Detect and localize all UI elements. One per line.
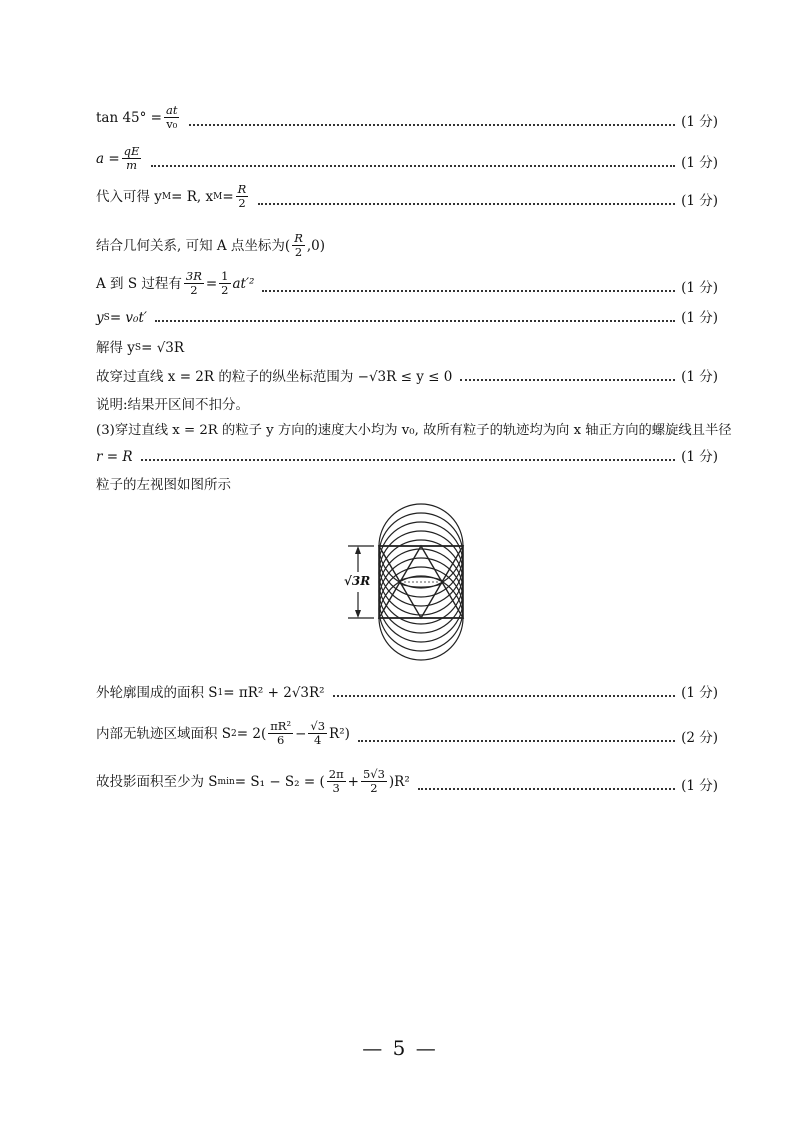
score-label: (1 分) [681,449,718,465]
leader-dots [262,290,675,292]
score-label: (1 分) [681,193,718,209]
score-label: (2 分) [681,730,718,746]
page-number: — 5 — [362,1036,438,1060]
note-text: 说明:结果开区间不扣分。 [96,397,250,413]
leader-dots [189,124,675,126]
equation-tan45: tan 45° = $\frac{at}{\text{v₀}}$ (1 分) [96,103,718,131]
result-ys: 解得 y S = √3R [96,340,185,356]
leader-dots [418,788,675,790]
figure-caption: 粒子的左视图如图所示 [96,477,231,493]
leader-dots [155,320,675,322]
leader-dots [141,459,676,461]
leader-dots [258,203,675,205]
leader-dots [358,740,675,742]
equation-a-to-s: A 到 S 过程有 $\frac{3R}{2}$ = $\frac{1}{2}$ at′² (1 分) [96,269,718,297]
spiral-left-view-figure [340,492,500,672]
leader-dots [460,379,675,381]
score-label: (1 分) [681,114,718,130]
part3-text: (3)穿过直线 x = 2R 的粒子 y 方向的速度大小均为 v₀, 故所有粒子的轨迹均为向 x 轴正方向的螺旋线且半径 [96,423,732,438]
score-label: (1 分) [681,155,718,171]
score-label: (1 分) [681,778,718,794]
inner-area-equation: 内部无轨迹区域面积 S 2 = 2( $\frac{\text{πR²}}{6}$ − $\frac{√3}{4}$ R²) (2 分) [96,719,718,747]
radius-equation: r = R (1 分) [96,449,718,465]
equation-acceleration: a = $\frac{qE}{m}$ (1 分) [96,144,718,172]
leader-dots [333,695,675,697]
outer-area-equation: 外轮廓围成的面积 S 1 = πR² + 2√3R² (1 分) [96,685,718,701]
dimension-label: √3R [344,574,371,588]
equation-substitute: 代入可得 y M = R, x M = $\frac{R}{2}$ (1 分) [96,182,718,210]
score-label: (1 分) [681,280,718,296]
point-a-coordinate: 结合几何关系, 可知 A 点坐标为( $\frac{R}{2}$ ,0) [96,231,326,259]
leader-dots [151,165,675,167]
equation-ys: y S = v₀t′ (1 分) [96,310,718,326]
score-label: (1 分) [681,369,718,385]
range-statement: 故穿过直线 x = 2R 的粒子的纵坐标范围为 −√3R ≤ y ≤ 0 (1 分) [96,369,718,385]
min-area-equation: 故投影面积至少为 S min = S₁ − S₂ = ( $\frac{2\pi}{3}$ + $\frac{5√3}{2}$ )R² (1 分) [96,767,718,795]
score-label: (1 分) [681,310,718,326]
score-label: (1 分) [681,685,718,701]
